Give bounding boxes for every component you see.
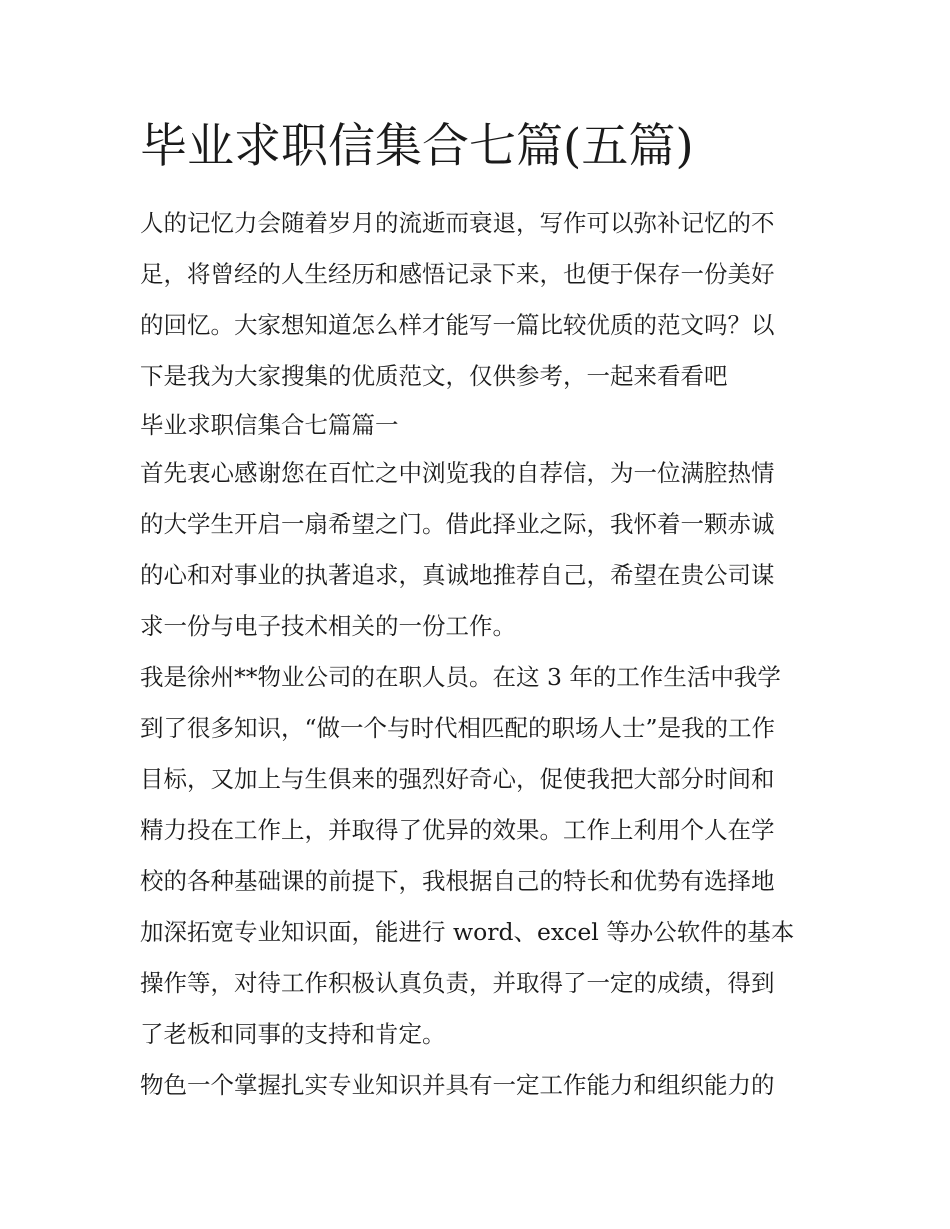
text-line: 加深拓宽专业知识面，能进行 word、excel 等办公软件的基本	[140, 918, 795, 946]
text-line: 目标，又加上与生俱来的强烈好奇心，促使我把大部分时间和	[140, 765, 775, 793]
text-line: 的大学生开启一扇希望之门。借此择业之际，我怀着一颗赤诚	[140, 510, 775, 538]
text-line: 的回忆。大家想知道怎么样才能写一篇比较优质的范文吗？以	[140, 311, 775, 339]
text-line: 物色一个掌握扎实专业知识并具有一定工作能力和组织能力的	[140, 1071, 775, 1099]
text-line: 足，将曾经的人生经历和感悟记录下来，也便于保存一份美好	[140, 260, 775, 288]
paragraph-3	[140, 1060, 810, 1111]
text-line: 到了很多知识，“做一个与时代相匹配的职场人士”是我的工作	[140, 714, 776, 742]
text-line: 操作等，对待工作积极认真负责，并取得了一定的成绩，得到	[140, 969, 775, 997]
text-line: 下是我为大家搜集的优质范文，仅供参考，一起来看看吧	[140, 362, 728, 390]
text-line: 精力投在工作上，并取得了优异的效果。工作上利用个人在学	[140, 816, 775, 844]
intro-paragraph	[140, 198, 810, 402]
text-line: 首先衷心感谢您在百忙之中浏览我的自荐信，为一位满腔热情	[140, 459, 775, 487]
section-heading: 毕业求职信集合七篇篇一	[140, 411, 399, 439]
text-line: 我是徐州**物业公司的在职人员。在这 3 年的工作生活中我学	[140, 663, 781, 691]
paragraph-2	[140, 652, 810, 1060]
text-line: 求一份与电子技术相关的一份工作。	[140, 612, 516, 640]
text-line: 校的各种基础课的前提下，我根据自己的特长和优势有选择地	[140, 867, 775, 895]
document-body	[140, 198, 810, 1111]
paragraph-1	[140, 448, 810, 652]
text-line: 人的记忆力会随着岁月的流逝而衰退，写作可以弥补记忆的不	[140, 209, 775, 237]
document-title: 毕业求职信集合七篇(五篇)	[140, 119, 694, 174]
text-line: 了老板和同事的支持和肯定。	[140, 1020, 446, 1048]
text-line: 的心和对事业的执著追求，真诚地推荐自己，希望在贵公司谋	[140, 561, 775, 589]
